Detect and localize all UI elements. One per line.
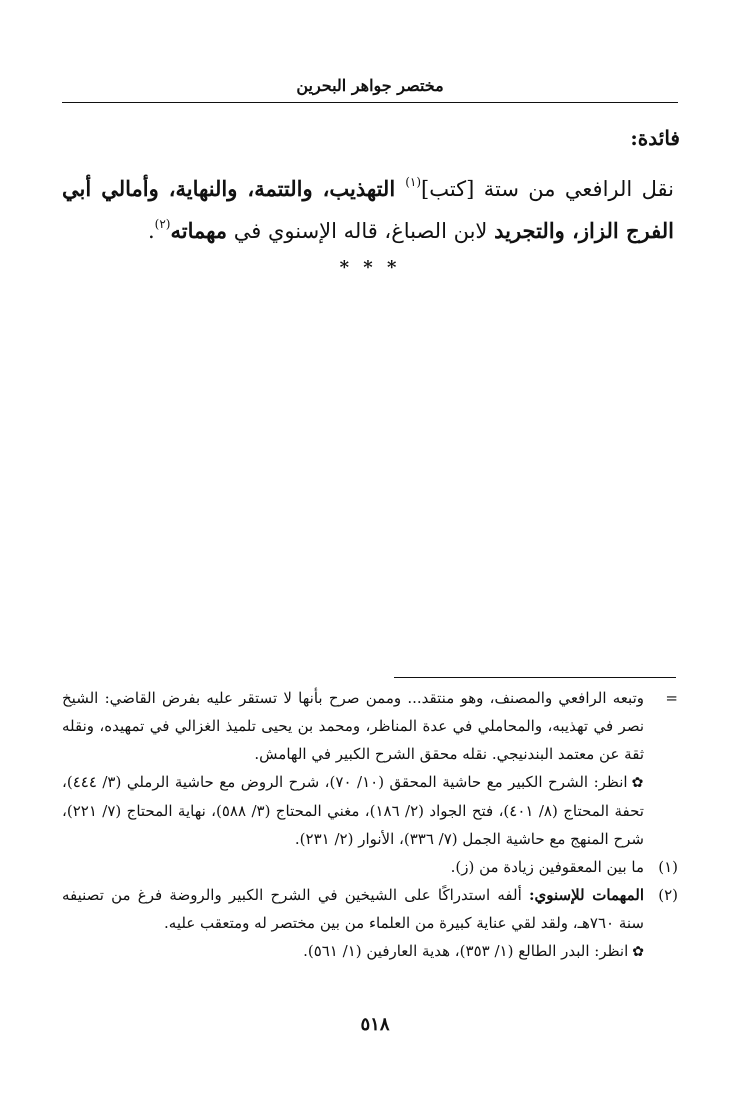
main-text-bold-segment: التهذيب، والتتمة، والنهاية، وأمالي أبي الفرج الزاز، والتجريد xyxy=(62,176,674,243)
footnote-continuation xyxy=(62,684,678,768)
footnote-1 xyxy=(62,853,678,881)
footnote-2-refs xyxy=(62,937,678,966)
running-header: مختصر جواهر البحرين xyxy=(296,76,444,95)
footnote-2 xyxy=(62,881,678,937)
main-text-segment: . xyxy=(147,219,155,243)
footnote-2-marker: (٢) xyxy=(658,886,678,904)
flower-icon: ✿ xyxy=(632,944,644,960)
footnote-2-title: المهمات للإسنوي: xyxy=(528,886,644,904)
footnote-continuation-refs xyxy=(62,768,678,853)
footnote-ref-2[interactable]: (٢) xyxy=(154,217,171,231)
main-text-segment: نقل الرافعي من ستة [كتب] xyxy=(421,177,674,201)
footnote-1-text: ما بين المعقوفين زيادة من (ز). xyxy=(450,858,644,876)
footnotes xyxy=(62,684,678,966)
continuation-refs-text: انظر: الشرح الكبير مع حاشية المحقق (١٠/ ٧٠)، شرح الروض مع حاشية الرملي (٣/ ٤٤٤)، تحفة المحتاج (٨/ ٤٠١)، فتح الجواد (٢/ ١٨٦)، مغني المحتاج (٣/ ٥٨٨)، نهاية المحتاج (٧/ ٢٢١)، شرح المنهج مع حاشية الجمل (٧/ ٣٣٦)، الأنوار (٢/ ٢٣١). xyxy=(62,773,644,848)
header-rule xyxy=(62,102,678,103)
footnote-ref-1[interactable]: (١) xyxy=(405,175,422,189)
flower-icon: ✿ xyxy=(631,775,645,791)
page-number: ٥١٨ xyxy=(360,1014,390,1035)
main-text-bold-segment: مهماته xyxy=(170,218,228,243)
main-text-segment: لابن الصباغ، قاله الإسنوي في xyxy=(227,219,495,243)
footnote-2-text: ألفه استدراكًا على الشيخين في الشرح الكبير والروضة فرغ من تصنيفه سنة ٧٦٠هـ، ولقد لقي عناية كبيرة من العلماء من بين مختصر له ومتعقب عليه. xyxy=(62,886,644,932)
section-separator: * * * xyxy=(339,257,401,278)
continuation-marker: = xyxy=(665,689,678,707)
continuation-text: وتبعه الرافعي والمصنف، وهو منتقد... وممن صرح بأنها لا تستقر عليه بفرض القاضي: الشيخ نصر في تهذيبه، والمحاملي في عدة المناظر، ومحمد بن يحيى تلميذ الغزالي في تمهيده، ونقله ثقة عن معتمد البندنيجي. نقله محقق الشرح الكبير في الهامش. xyxy=(62,689,644,763)
section-title: فائدة: xyxy=(630,126,680,150)
footnote-rule xyxy=(394,677,676,678)
main-paragraph xyxy=(62,168,674,252)
footnote-1-marker: (١) xyxy=(658,858,678,876)
footnote-2-refs-text: انظر: البدر الطالع (١/ ٣٥٣)، هدية العارفين (١/ ٥٦١). xyxy=(303,942,629,960)
